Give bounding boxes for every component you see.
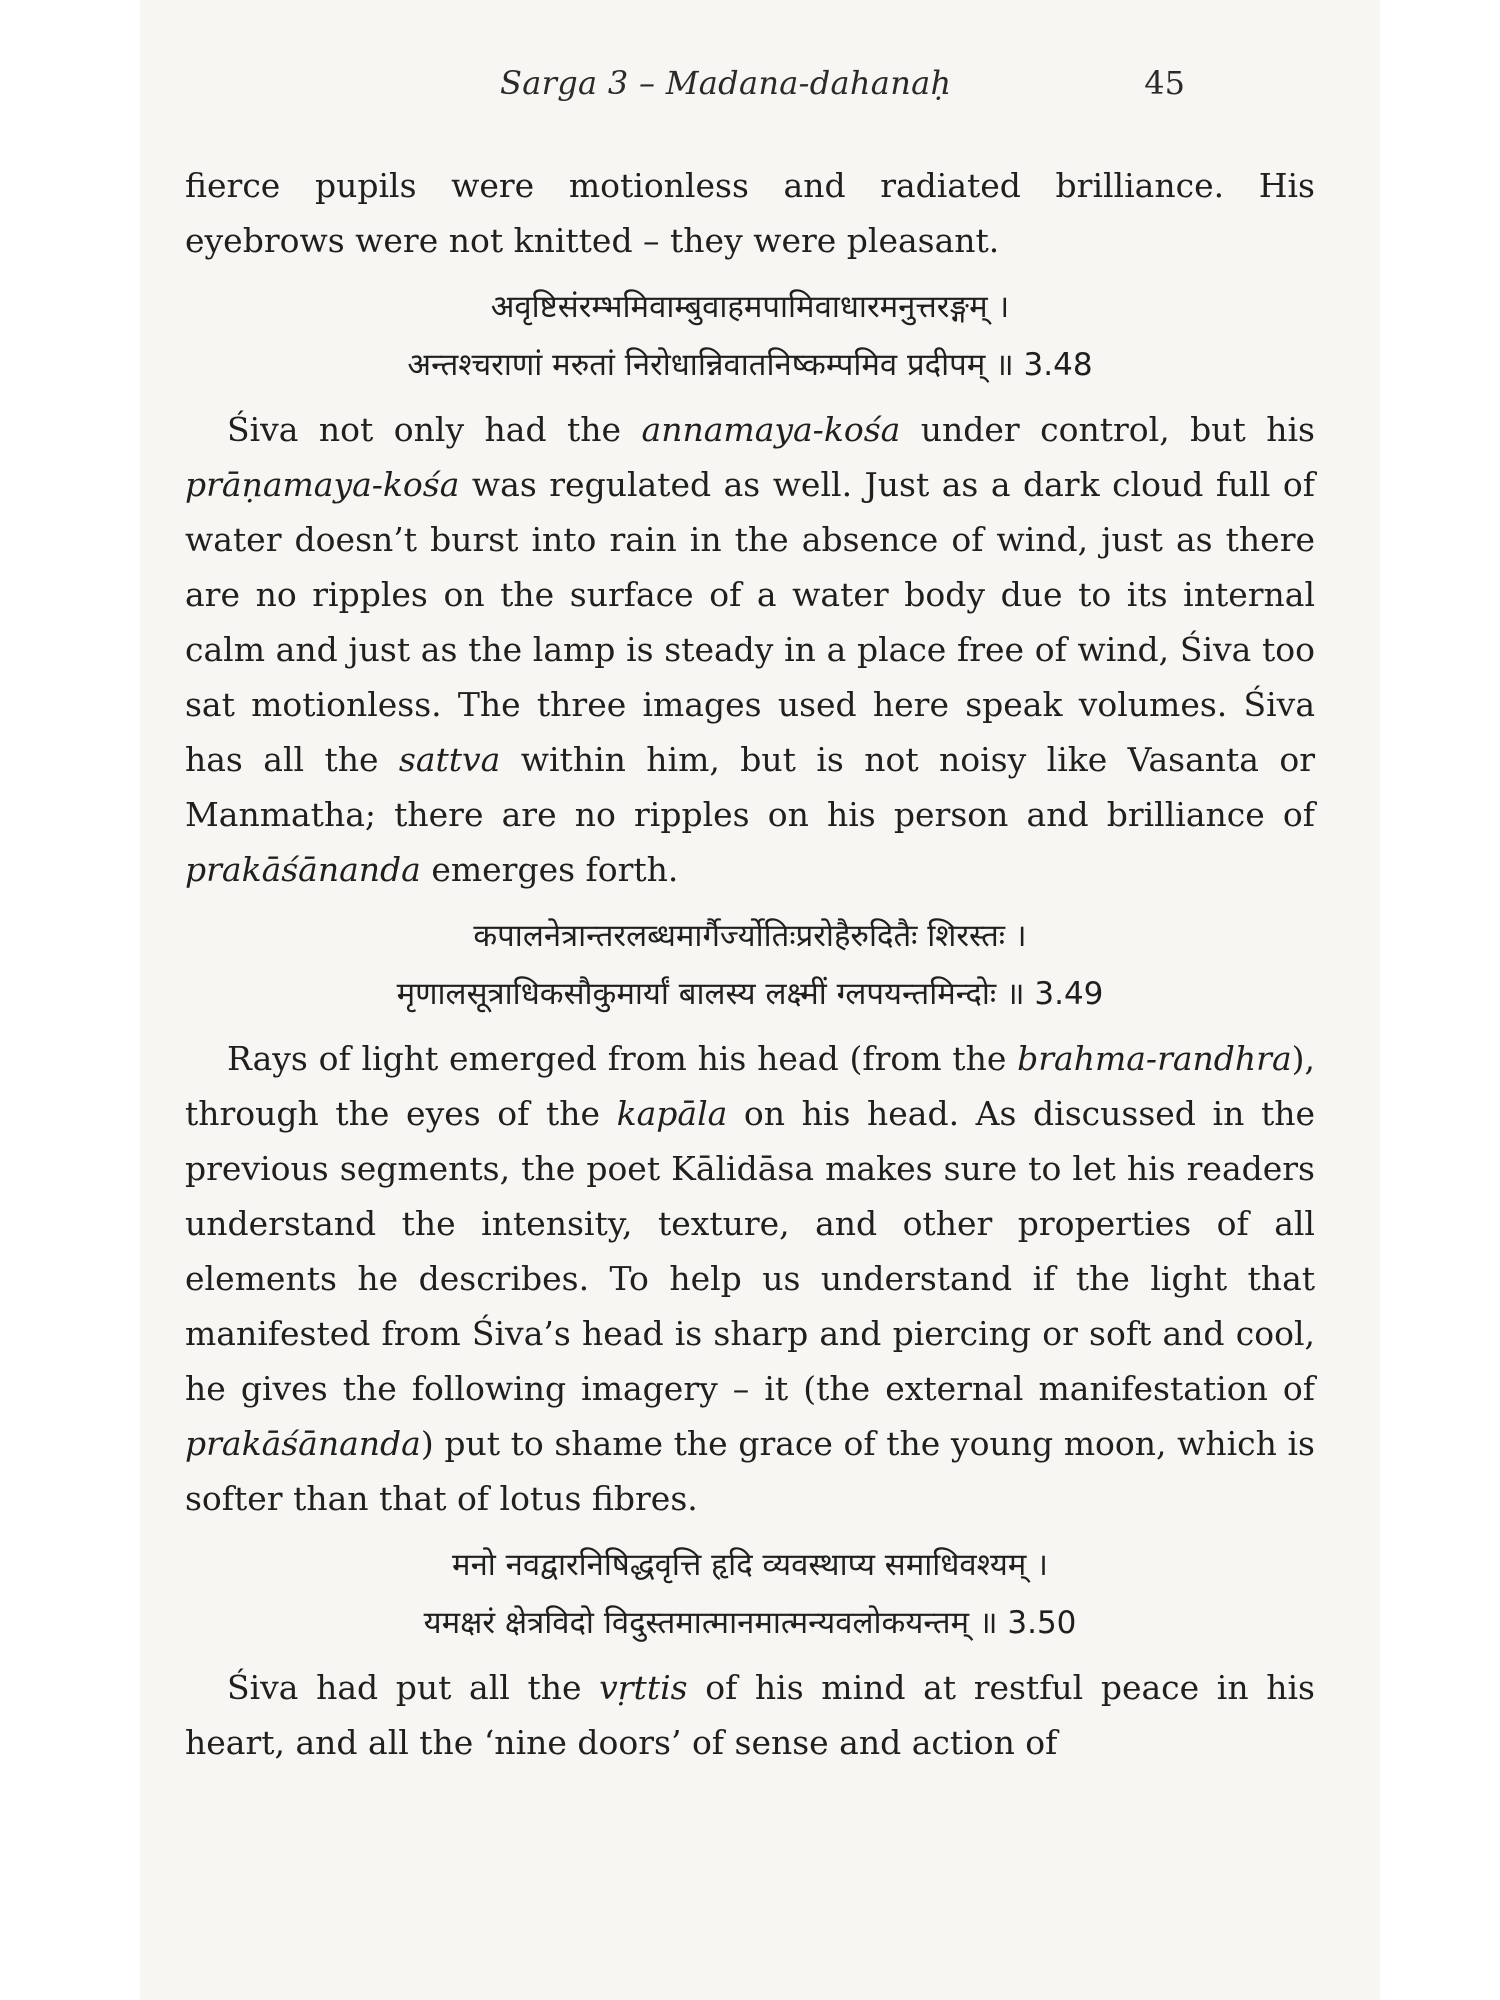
book-page (140, 0, 1380, 2000)
verse-line: अन्तश्चराणां मरुतां निरोधान्निवातनिष्कम्पमिव प्रदीपम् ॥ 3.48 (407, 347, 1093, 383)
verse-line: मनो नवद्वारनिषिद्धवृत्ति हृदि व्यवस्थाप्य समाधिवश्यम् । (452, 1547, 1048, 1583)
verse-line: अवृष्टिसंरम्भमिवाम्बुवाहमपामिवाधारमनुत्तरङ्गम् । (490, 289, 1010, 325)
verse-3-48 (185, 278, 1315, 394)
italic-term: kapāla (616, 1094, 728, 1133)
italic-term: prāṇamaya-kośa (185, 465, 460, 504)
paragraph-commentary-3-50 (185, 1660, 1315, 1770)
verse-3-50 (185, 1536, 1315, 1652)
italic-term: vṛttis (599, 1668, 688, 1707)
text-run: Rays of light emerged from his head (from the (227, 1039, 1018, 1078)
text-run: of his mind at restful peace in his heart, and all the ‘nine doors’ of sense and action of (185, 1668, 1315, 1762)
verse-line: मृणालसूत्राधिकसौकुमार्यां बालस्य लक्ष्मीं ग्लपयन्तमिन्दोः ॥ 3.49 (396, 976, 1104, 1012)
text-run: ) put to shame the grace of the young moon, which is softer than that of lotus fibres. (185, 1424, 1315, 1518)
page-number: 45 (1144, 64, 1185, 102)
running-head-prefix: Sarga 3 – (500, 64, 666, 102)
paragraph-continuation: fierce pupils were motionless and radiated brilliance. His eyebrows were not knitted – they were pleasant. (185, 166, 1315, 260)
text-run: ), through the eyes of the (185, 1039, 1315, 1133)
italic-term: prakāśānanda (185, 850, 421, 889)
body-text (185, 158, 1315, 1770)
running-head-title: Madana-dahanaḥ (665, 64, 952, 102)
italic-term: prakāśānanda (185, 1424, 421, 1463)
page-header (140, 64, 1380, 114)
text-run: was regulated as well. Just as a dark cloud full of water doesn’t burst into rain in the absence of wind, just as there are no ripples on the surface of a water body due to its internal calm and just as the lamp is steady in a place free of wind, Śiva too sat motionless. The three images used here speak volumes. Śiva has all the (185, 465, 1315, 779)
italic-term: sattva (398, 740, 501, 779)
verse-line: यमक्षरं क्षेत्रविदो विदुस्तमात्मानमात्मन्यवलोकयन्तम् ॥ 3.50 (423, 1605, 1077, 1641)
italic-term: annamaya-kośa (641, 410, 901, 449)
verse-3-49 (185, 907, 1315, 1023)
italic-term: brahma-randhra (1017, 1039, 1292, 1078)
paragraph-commentary-3-48 (185, 402, 1315, 897)
text-run: on his head. As discussed in the previous segments, the poet Kālidāsa makes sure to let his readers understand the intensity, texture, and other properties of all elements he describes. To help us understand if the light that manifested from Śiva’s head is sharp and piercing or soft and cool, he gives the following imagery – it (the external manifestation of (185, 1094, 1315, 1408)
text-run: emerges forth. (420, 850, 679, 889)
text-run: within him, but is not noisy like Vasanta or Manmatha; there are no ripples on his person and brilliance of (185, 740, 1315, 834)
text-run: under control, but his (900, 410, 1315, 449)
text-run: Śiva had put all the (227, 1668, 600, 1707)
paragraph-commentary-3-49 (185, 1031, 1315, 1526)
verse-line: कपालनेत्रान्तरलब्धमार्गैर्ज्योतिःप्ररोहैरुदितैः शिरस्तः । (473, 918, 1027, 954)
text-run: Śiva not only had the (227, 410, 642, 449)
running-head (500, 64, 951, 102)
